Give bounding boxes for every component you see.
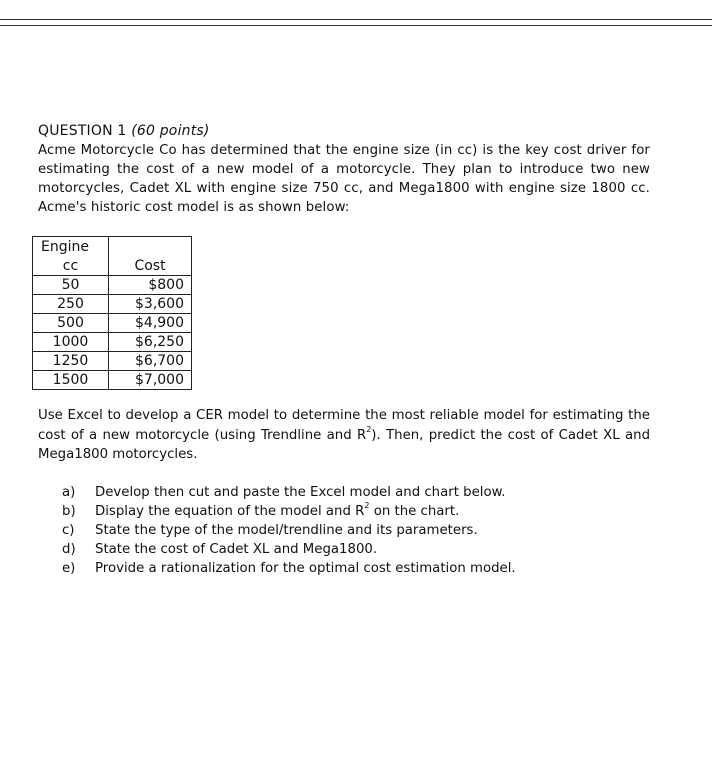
instructions-part1: Use Excel to develop a CER model to determine the most reliable model for estimating the cost of a new motorcycle (using Trendline and R	[38, 408, 650, 443]
question-intro: Acme Motorcycle Co has determined that the engine size (in cc) is the key cost driver for estimating the cost of a new model of a motorcycle. They plan to introduce two new motorcycles, Cadet XL with engine size 750 cc, and Mega1800 with engine size 1800 cc. Acme's historic cost model is as shown below:	[38, 143, 650, 215]
top-rule-second	[0, 25, 712, 26]
cell-cost: $6,250	[109, 333, 192, 352]
table-row	[33, 295, 192, 314]
table-row	[33, 276, 192, 295]
cell-cc: 1250	[33, 352, 109, 371]
list-item	[62, 502, 516, 521]
question-title: QUESTION 1	[38, 123, 127, 139]
cell-cc: 250	[33, 295, 109, 314]
question-heading	[38, 121, 650, 141]
task-text-after: on the chart.	[369, 504, 460, 519]
question-block	[38, 121, 650, 217]
list-item	[62, 540, 516, 559]
cell-cc: 1500	[33, 371, 109, 390]
task-list	[62, 483, 516, 578]
header-engine-bottom: cc	[62, 258, 79, 274]
table-row	[33, 371, 192, 390]
header-engine	[33, 237, 109, 276]
task-marker: d)	[62, 542, 76, 557]
header-engine-top: Engine	[41, 239, 89, 255]
task-text: Provide a rationalization for the optimal cost estimation model.	[95, 561, 516, 576]
cell-cc: 50	[33, 276, 109, 295]
historic-cost-table	[32, 236, 192, 390]
cell-cost: $800	[109, 276, 192, 295]
task-text: State the cost of Cadet XL and Mega1800.	[95, 542, 378, 557]
r-squared-superscript: 2	[366, 424, 372, 434]
task-text-before: Display the equation of the model and R	[95, 504, 365, 519]
cell-cc: 1000	[33, 333, 109, 352]
cell-cost: $7,000	[109, 371, 192, 390]
question-points: (60 points)	[131, 123, 210, 139]
task-marker: e)	[62, 561, 76, 576]
table-row	[33, 333, 192, 352]
top-rule	[0, 19, 712, 20]
list-item	[62, 559, 516, 578]
cell-cost: $6,700	[109, 352, 192, 371]
task-text: State the type of the model/trendline and its parameters.	[95, 523, 478, 538]
table-row	[33, 314, 192, 333]
cell-cost: $4,900	[109, 314, 192, 333]
instructions-part2: ). Then, predict the cost of Cadet XL and Mega1800 motorcycles.	[38, 427, 651, 462]
table-header-row	[33, 237, 192, 276]
task-marker: a)	[62, 485, 76, 500]
cell-cost: $3,600	[109, 295, 192, 314]
list-item	[62, 483, 516, 502]
header-cost: Cost	[109, 237, 192, 276]
task-marker: b)	[62, 504, 76, 519]
task-text: Develop then cut and paste the Excel model and chart below.	[95, 485, 506, 500]
r-squared-superscript: 2	[364, 501, 370, 510]
task-marker: c)	[62, 523, 75, 538]
list-item	[62, 521, 516, 540]
instructions-block	[38, 406, 650, 465]
cell-cc: 500	[33, 314, 109, 333]
instructions-text	[38, 406, 650, 465]
table-row	[33, 352, 192, 371]
